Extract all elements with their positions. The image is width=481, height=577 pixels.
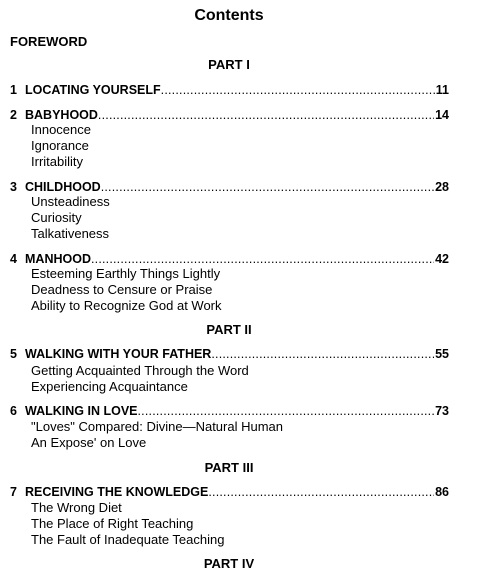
subtopic-list-3 [31,194,110,242]
chapter-title: LOCATING YOURSELF [25,83,161,97]
subtopic-item: Talkativeness [31,226,110,241]
dot-leader [208,484,434,500]
subtopic-list-4 [31,266,222,314]
dot-leader [138,403,435,419]
toc-entry-3[interactable] [10,179,449,195]
subtopic-item: Ignorance [31,138,89,153]
toc-entry-1[interactable] [10,82,449,98]
chapter-number: 2 [10,108,17,122]
foreword-heading: FOREWORD [10,34,88,49]
subtopic-list-2 [31,122,91,170]
dot-leader [98,107,434,123]
chapter-number: 3 [10,180,17,194]
chapter-title: WALKING WITH YOUR FATHER [25,347,212,361]
subtopic-item: Esteeming Earthly Things Lightly [31,266,221,281]
toc-entry-4[interactable] [10,251,449,267]
subtopic-item: The Wrong Diet [31,500,122,515]
dot-leader [91,251,434,267]
part-heading-1: PART I [208,57,250,72]
toc-entry-2[interactable] [10,107,449,123]
subtopic-item: Ability to Recognize God at Work [31,298,222,313]
chapter-title: WALKING IN LOVE [25,404,138,418]
toc-entry-5[interactable] [10,346,449,362]
toc-entry-6[interactable] [10,403,449,419]
dot-leader [211,346,434,362]
subtopic-item: Unsteadiness [31,194,110,209]
chapter-title: BABYHOOD [25,108,98,122]
subtopic-item: Irritability [31,154,84,169]
subtopic-list-7 [31,500,224,548]
page-number: 11 [435,83,449,97]
subtopic-item: An Expose' on Love [31,435,147,450]
dot-leader [101,179,434,195]
page-number: 42 [435,252,449,266]
chapter-title: CHILDHOOD [25,180,101,194]
subtopic-item: Getting Acquainted Through the Word [31,363,249,378]
page-number: 14 [435,108,449,122]
chapter-number: 7 [10,485,17,499]
chapter-number: 6 [10,404,17,418]
subtopic-item: The Place of Right Teaching [31,516,194,531]
subtopic-item: The Fault of Inadequate Teaching [31,532,225,547]
part-heading-2: PART II [206,322,252,337]
page-number: 28 [435,180,449,194]
chapter-title: MANHOOD [25,252,91,266]
page-title: Contents [194,7,264,24]
subtopic-item: "Loves" Compared: Divine—Natural Human [31,419,284,434]
chapter-title: RECEIVING THE KNOWLEDGE [25,485,209,499]
chapter-number: 4 [10,252,17,266]
part-heading-4: PART IV [203,556,255,571]
subtopic-item: Innocence [31,122,91,137]
part-heading-3: PART III [204,460,254,475]
toc-entry-7[interactable] [10,484,449,500]
subtopic-item: Deadness to Censure or Praise [31,282,213,297]
subtopic-item: Curiosity [31,210,82,225]
subtopic-list-6 [31,419,283,451]
dot-leader [161,82,435,98]
subtopic-list-5 [31,363,249,395]
page-number: 55 [435,347,449,361]
chapter-number: 1 [10,83,17,97]
subtopic-item: Experiencing Acquaintance [31,379,188,394]
page-number: 86 [435,485,449,499]
chapter-number: 5 [10,347,17,361]
page-number: 73 [435,404,449,418]
